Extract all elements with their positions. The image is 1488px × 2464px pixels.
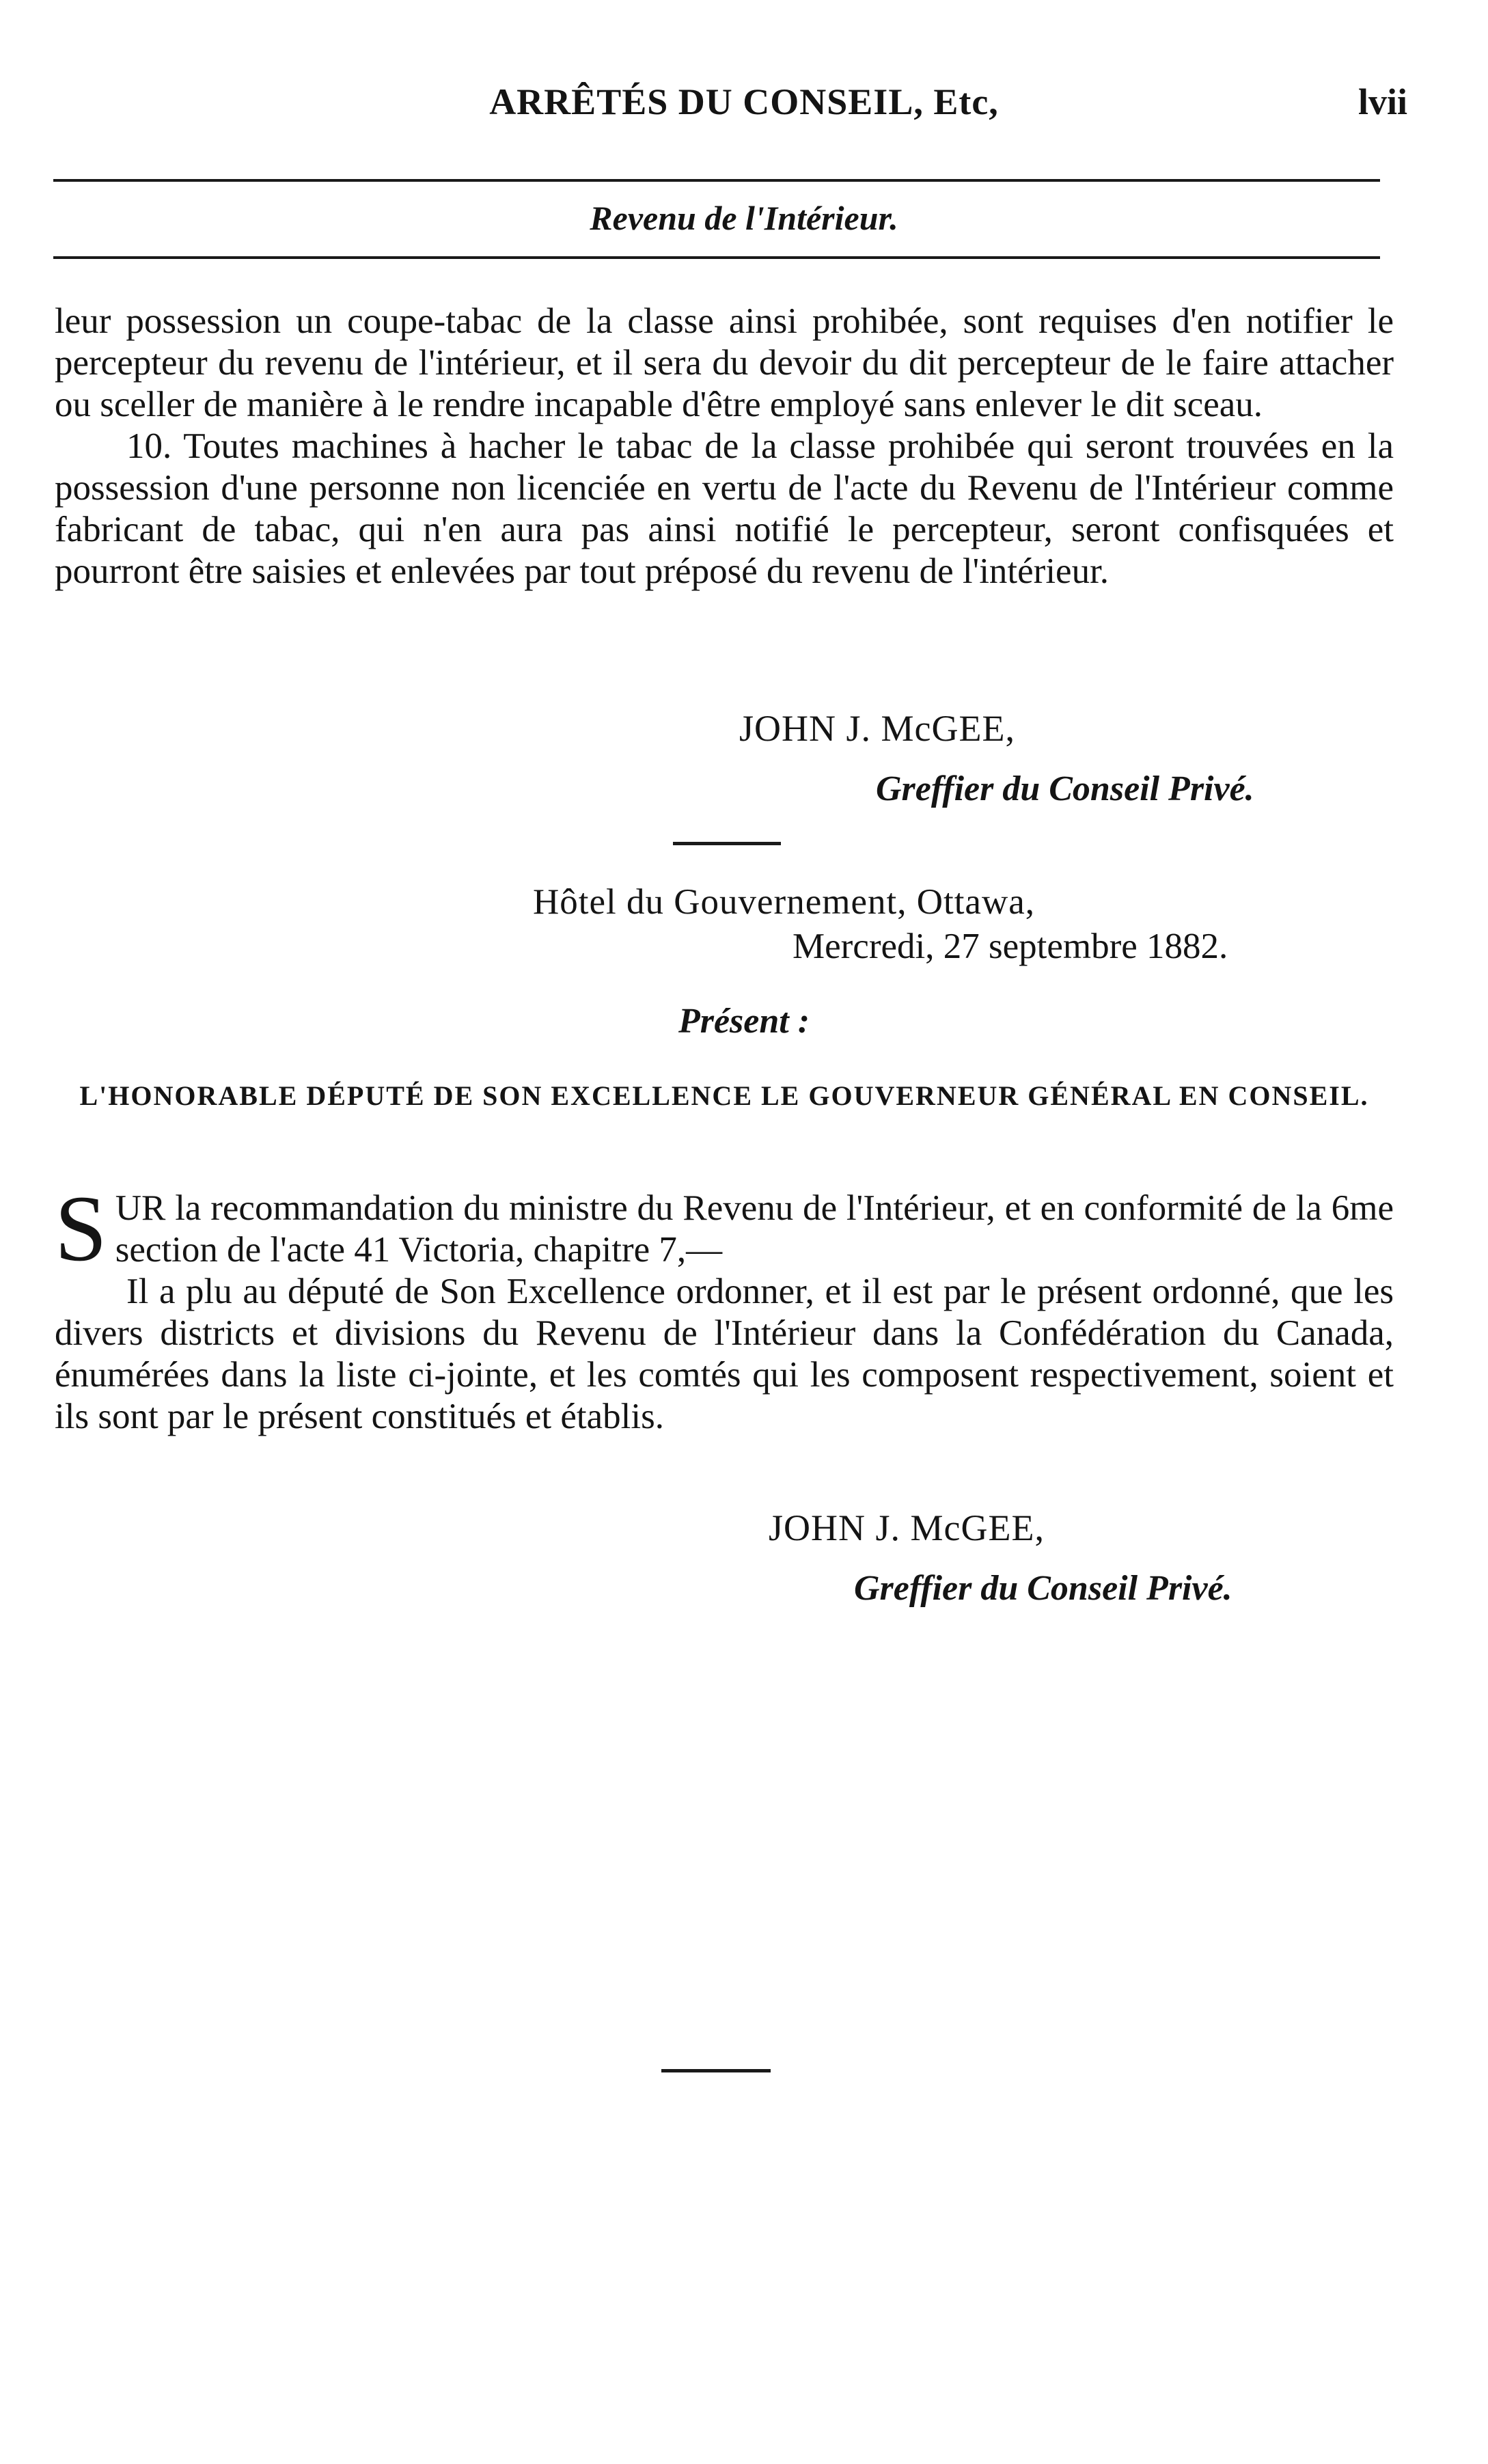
drop-cap: S	[55, 1176, 107, 1281]
order-2-present: Présent :	[678, 1002, 810, 1041]
separator-rule-2	[661, 2069, 771, 2072]
header-rule-bottom	[53, 256, 1380, 259]
paragraph-recommendation-text: UR la recommandation du ministre du Revenu de l'Intérieur, et en conformité de la 6me section de l'acte 41 Victoria, chapitre 7,—	[115, 1188, 1394, 1270]
order-1-text	[55, 301, 1394, 592]
order-2-text	[55, 1176, 1394, 1438]
signature-name-1: JOHN J. McGEE,	[739, 708, 1015, 749]
paragraph-ordinance: Il a plu au député de Son Excellence ordonner, et il est par le présent ordonné, que les divers districts et divisions du Revenu de l'Intérieur dans la Confédération du Canada, énumérées dans la liste ci-jointe, et les comtés qui les composent respectivement, soient et ils sont par le présent constitués et établis.	[55, 1272, 1394, 1436]
order-2-council: L'HONORABLE DÉPUTÉ DE SON EXCELLENCE LE GOUVERNEUR GÉNÉRAL EN CONSEIL.	[79, 1080, 1369, 1111]
paragraph-continuation: leur possession un coupe-tabac de la classe ainsi prohibée, sont requises d'en notifier le percepteur du revenu de l'intérieur, et il sera du devoir du dit percepteur de le faire attacher ou sceller de manière à le rendre incapable d'être employé sans enlever le dit sceau.	[55, 301, 1394, 424]
paragraph-article-10: 10. Toutes machines à hacher le tabac de la classe prohibée qui seront trouvées en la possession d'une personne non licenciée en vertu de l'acte du Revenu de l'Intérieur comme fabricant de tabac, qui n'en aura pas ainsi notifié le percepteur, seront confisquées et pourront être saisies et enlevées par tout préposé du revenu de l'intérieur.	[55, 426, 1394, 591]
order-2-date: Mercredi, 27 septembre 1882.	[793, 927, 1228, 966]
order-2-place: Hôtel du Gouvernement, Ottawa,	[533, 882, 1035, 922]
section-heading: Revenu de l'Intérieur.	[590, 199, 898, 237]
paragraph-recommendation	[55, 1176, 1394, 1281]
separator-rule-1	[673, 842, 781, 845]
header-rule-top	[53, 179, 1380, 182]
signature-title-2: Greffier du Conseil Privé.	[854, 1569, 1232, 1608]
running-title: ARRÊTÉS DU CONSEIL, Etc,	[489, 81, 999, 122]
page-number: lvii	[1358, 81, 1407, 122]
signature-name-2: JOHN J. McGEE,	[769, 1507, 1045, 1548]
signature-title-1: Greffier du Conseil Privé.	[876, 769, 1254, 808]
